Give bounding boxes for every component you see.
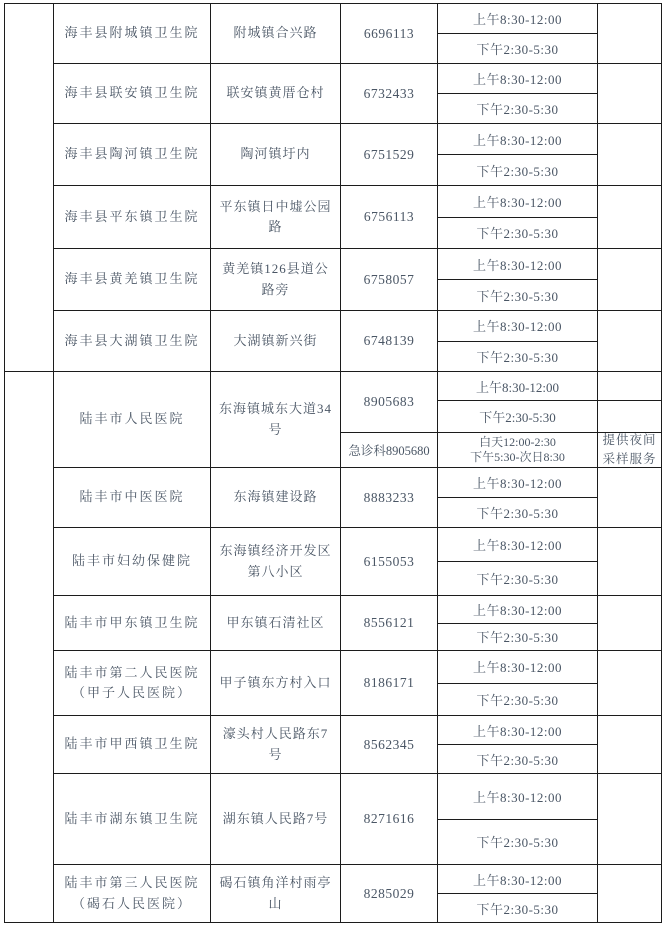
hours-am: 上午8:30-12:00	[438, 186, 597, 218]
hours-am: 上午8:30-12:00	[438, 64, 597, 94]
facility-phone-text: 8186171	[363, 675, 415, 690]
facility-phone	[341, 865, 438, 922]
night-service-note: 提供夜间采样服务	[602, 433, 657, 466]
notes-cell	[598, 468, 661, 527]
facility-address-text: 湖东镇人民路7号	[222, 810, 329, 826]
facility-address-text: 东海镇建设路	[233, 489, 318, 505]
hours-pm: 下午2:30-5:30	[476, 572, 559, 587]
hours-am: 上午8:30-12:00	[438, 468, 597, 498]
facility-name-text: 海丰县黄羌镇卫生院	[64, 271, 200, 287]
facility-name-text: 陆丰市人民医院	[79, 411, 185, 427]
facility-phone-main	[341, 372, 437, 433]
facility-row	[54, 64, 661, 124]
hours-pm: 下午2:30-5:30	[476, 630, 559, 646]
facility-row	[54, 774, 661, 865]
facility-address	[211, 124, 341, 185]
notes-cell	[598, 64, 661, 123]
notes-cell	[598, 528, 661, 595]
facility-hours	[438, 865, 598, 922]
facility-hours	[438, 186, 598, 248]
hours-pm: 下午2:30-5:30	[476, 692, 559, 708]
facility-phone-text: 6758057	[363, 271, 415, 287]
facility-name-subtext: （甲子人民医院）	[71, 685, 192, 700]
facility-address-text: 附城镇合兴路	[233, 25, 318, 41]
facility-hours	[438, 249, 598, 310]
facility-phone	[341, 124, 438, 185]
facility-name-text: 陆丰市中医医院	[79, 489, 185, 505]
facility-hours	[438, 596, 598, 650]
facility-name	[54, 528, 211, 595]
hours-pm: 下午2:30-5:30	[476, 42, 559, 57]
facility-hours	[438, 64, 598, 123]
hours-pm: 下午2:30-5:30	[476, 752, 559, 768]
hours-am: 上午8:30-12:00	[438, 528, 597, 562]
facility-name	[54, 311, 211, 371]
facility-name	[54, 249, 211, 310]
facility-row	[54, 311, 661, 372]
facility-address	[211, 311, 341, 371]
facility-address	[211, 64, 341, 123]
facility-address	[211, 716, 341, 773]
notes-cell	[598, 124, 661, 185]
notes-cell	[598, 774, 661, 864]
facility-name	[54, 716, 211, 773]
facility-row	[54, 249, 661, 311]
night-hours-line1: 白天12:00-2:30	[479, 435, 556, 449]
facility-phone	[341, 468, 438, 527]
hours-pm: 下午2:30-5:30	[476, 349, 559, 365]
notes-cell	[598, 4, 661, 63]
facility-phone-text: 8556121	[363, 615, 415, 630]
notes-cell	[598, 651, 661, 715]
facility-address-text: 甲子镇东方村入口	[219, 674, 332, 690]
facility-phone-text: 6751529	[363, 146, 415, 162]
hours-am: 上午8:30-12:00	[438, 249, 597, 280]
facility-name-text: 海丰县附城镇卫生院	[64, 25, 200, 41]
facility-phone-text: 8271616	[363, 811, 415, 826]
facility-phone	[341, 186, 438, 248]
facility-address	[211, 186, 341, 248]
facility-address	[211, 468, 341, 527]
notes-cell	[598, 865, 661, 922]
facility-name-text: 海丰县平东镇卫生院	[64, 208, 200, 224]
facility-name-text: 海丰县大湖镇卫生院	[64, 332, 200, 348]
facility-phone	[341, 774, 438, 864]
facility-row	[54, 528, 661, 596]
notes-cell	[598, 372, 661, 467]
notes-cell	[598, 249, 661, 310]
facility-address-text: 濠头村人民路东7号	[222, 726, 329, 762]
facility-row	[54, 596, 661, 651]
facility-address-text: 东海镇经济开发区第八小区	[219, 543, 332, 579]
facility-name-text: 陆丰市第三人民医院	[64, 875, 200, 891]
facility-address-text: 东海镇城东大道34号	[218, 401, 332, 437]
facility-row	[54, 4, 661, 64]
facility-address	[211, 651, 341, 715]
facility-hours	[438, 468, 598, 527]
facility-address	[211, 249, 341, 310]
facility-row	[54, 124, 661, 186]
facility-rows	[54, 4, 661, 922]
notes-cell	[598, 311, 661, 371]
facility-address-text: 大湖镇新兴街	[233, 332, 318, 348]
facility-name	[54, 372, 211, 467]
emergency-phone: 急诊科8905680	[348, 444, 430, 458]
facility-row	[54, 186, 661, 249]
facility-phone	[341, 4, 438, 63]
notes-cell	[598, 596, 661, 650]
facility-address-text: 甲东镇石清社区	[226, 614, 325, 630]
facility-address-text: 联安镇黄厝仓村	[226, 85, 325, 101]
region-cell-lufeng	[5, 372, 53, 922]
hours-am: 上午8:30-12:00	[438, 4, 597, 34]
facility-name	[54, 468, 211, 527]
facility-address	[211, 865, 341, 922]
notes-cell	[598, 186, 661, 248]
facility-address	[211, 596, 341, 650]
hours-pm: 下午2:30-5:30	[476, 901, 559, 917]
facility-phone	[341, 596, 438, 650]
hours-am: 上午8:30-12:00	[438, 774, 597, 820]
night-hours-line2: 下午5:30-次日8:30	[470, 450, 565, 464]
facility-name-text: 陆丰市湖东镇卫生院	[64, 810, 200, 826]
facility-row	[54, 651, 661, 716]
hours-pm: 下午2:30-5:30	[476, 506, 559, 521]
region-cell-haifeng	[5, 4, 53, 372]
facility-hours	[438, 4, 598, 63]
facility-address-text: 陶河镇圩内	[240, 146, 311, 162]
facility-hours	[438, 528, 598, 595]
facility-name	[54, 4, 211, 63]
facility-row	[54, 865, 661, 922]
facility-phone-text: 8285029	[363, 885, 415, 901]
hours-pm: 下午2:30-5:30	[476, 226, 559, 242]
facility-name	[54, 651, 211, 715]
facility-name	[54, 865, 211, 922]
facility-hours	[438, 774, 598, 864]
facility-hours	[438, 311, 598, 371]
facility-phone-text: 8905683	[363, 394, 415, 409]
facility-name-text: 海丰县陶河镇卫生院	[64, 146, 200, 162]
notes-empty	[598, 401, 661, 433]
facility-name	[54, 596, 211, 650]
facility-hours	[438, 372, 598, 467]
hours-am: 上午8:30-12:00	[438, 865, 597, 894]
hours-am: 上午8:30-12:00	[438, 716, 597, 745]
facility-phone	[341, 716, 438, 773]
facility-name-text: 陆丰市第二人民医院	[64, 664, 200, 680]
notes-empty	[598, 372, 661, 401]
hours-pm: 下午2:30-5:30	[476, 835, 559, 851]
facility-phone-text: 6748139	[363, 333, 415, 348]
hours-am: 上午8:30-12:00	[438, 596, 597, 624]
facility-address	[211, 372, 341, 467]
facility-row	[54, 716, 661, 774]
facility-phone	[341, 311, 438, 371]
facility-phone-text: 6696113	[363, 25, 415, 41]
facility-phone-text: 8883233	[363, 489, 415, 505]
facility-phone-text: 6155053	[363, 553, 415, 569]
facility-address	[211, 528, 341, 595]
facility-row-special	[54, 372, 661, 468]
facility-phone	[341, 372, 438, 467]
hours-am: 上午8:30-12:00	[438, 651, 597, 684]
facility-name-text: 海丰县联安镇卫生院	[64, 85, 200, 101]
facility-name	[54, 124, 211, 185]
hours-am: 上午8:30-12:00	[438, 311, 597, 342]
notes-cell	[598, 716, 661, 773]
facility-hours	[438, 716, 598, 773]
facility-phone	[341, 528, 438, 595]
facility-name-text: 陆丰市妇幼保健院	[71, 553, 192, 569]
facility-address-text: 碣石镇角洋村雨亭山	[219, 875, 332, 911]
facility-name	[54, 774, 211, 864]
facility-name-subtext: （碣石人民医院）	[71, 895, 192, 911]
facility-hours	[438, 651, 598, 715]
facility-phone-text: 6732433	[363, 85, 415, 101]
facility-name-text: 陆丰市甲西镇卫生院	[64, 736, 200, 752]
facility-address-text: 黄羌镇126县道公路旁	[222, 261, 329, 297]
facility-address-text: 平东镇日中墟公园路	[219, 198, 332, 234]
facility-address	[211, 4, 341, 63]
hours-pm: 下午2:30-5:30	[476, 163, 559, 179]
facility-phone	[341, 651, 438, 715]
night-hours	[438, 433, 597, 467]
region-column	[5, 4, 54, 922]
hours-am: 上午8:30-12:00	[438, 124, 597, 155]
hours-pm: 下午2:30-5:30	[476, 102, 559, 117]
facility-phone	[341, 249, 438, 310]
facility-phone-text: 6756113	[363, 209, 415, 224]
facility-address	[211, 774, 341, 864]
facility-phone-text: 8562345	[363, 736, 415, 752]
facility-name	[54, 186, 211, 248]
hours-pm: 下午2:30-5:30	[476, 288, 559, 304]
facility-phone	[341, 64, 438, 123]
facility-name	[54, 64, 211, 123]
facility-row	[54, 468, 661, 528]
hours-pm: 下午2:30-5:30	[438, 401, 597, 433]
facility-name-text: 陆丰市甲东镇卫生院	[64, 614, 200, 630]
hours-am: 上午8:30-12:00	[438, 372, 597, 401]
facility-hours	[438, 124, 598, 185]
sampling-sites-table	[4, 3, 662, 923]
